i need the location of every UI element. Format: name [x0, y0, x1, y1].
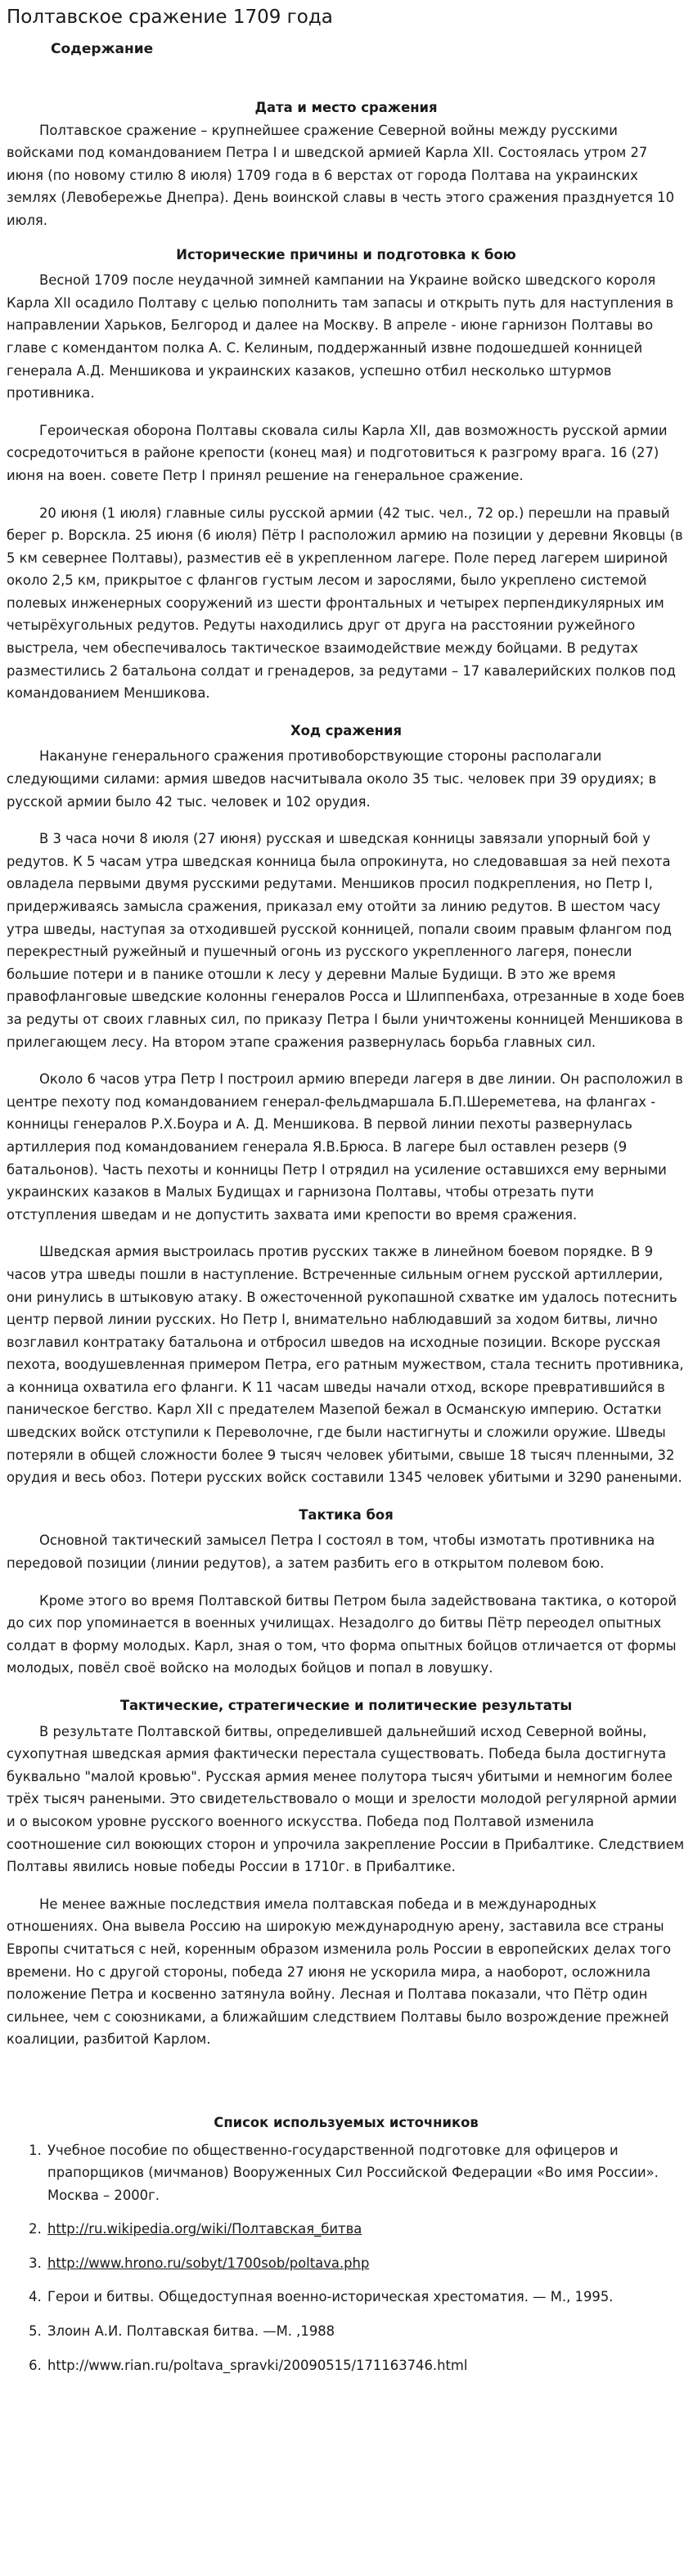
paragraph: Около 6 часов утра Петр I построил армию впереди лагеря в две линии. Он расположил в центре пехоту под командованием генерал-фельдмаршала Б.П.Шереметева, на флангах - конницы генералов Р.Х.Боура и А. Д. Меншикова. В первой линии пехоты развернулась артиллерия под командованием генерала Я.В.Брюса. В лагере был оставлен резерв (9 батальонов). Часть пехоты и конницы Петр I отрядил на усиление оставшихся ему верными украинских казаков в Малых Будищах и гарнизона Полтавы, чтобы отрезать пути отступления шведам и не допустить захвата ими крепости во время сражения.	[7, 1071, 683, 1223]
source-item	[46, 2286, 686, 2309]
spacer	[7, 2066, 686, 2112]
source-text: Учебное пособие по общественно-государственной подготовке для офицеров и прапорщиков (мичманов) Вооруженных Сил Российской Федерации «Во имя России». Москва – 2000г.	[47, 2142, 659, 2203]
sources-list	[7, 2139, 686, 2377]
section-tactics	[7, 1504, 686, 1680]
sources-section	[7, 2112, 686, 2376]
source-item	[46, 2252, 686, 2275]
paragraph: Героическая оборона Полтавы сковала силы Карла XII, дав возможность русской армии сосредоточиться в районе крепости (конец мая) и подготовиться к разгрому врага. 16 (27) июня на воен. совете Петр I принял решение на генеральное сражение.	[7, 422, 668, 483]
paragraph: В 3 часа ночи 8 июля (27 июня) русская и шведская конницы завязали упорный бой у редутов. К 5 часам утра шведская конница была опрокинута, но следовавшая за ней пехота овладела первыми двумя русскими редутами. Меншиков просил подкрепления, но Петр I, придерживаясь замысла сражения, приказал ему отойти за линию редутов. В шестом часу утра шведы, наступая за отходившей русской конницей, попали своим правым флангом под перекрестный ружейный и пушечный огонь из русского укрепленного лагеря, понесли большие потери и в панике отошли к лесу у деревни Малые Будищи. В это же время правофланговые шведские колонны генералов Росса и Шлиппенбаха, отрезанные в ходе боев за редуты от своих главных сил, по приказу Петра I были уничтожены конницей Меншикова в прилегающем лесу. На втором этапе сражения развернулась борьба главных сил.	[7, 831, 685, 1050]
paragraph: Шведская армия выстроилась против русских также в линейном боевом порядке. В 9 часов утра шведы пошли в наступление. Встреченные сильным огнем русской артиллерии, они ринулись в штыковую атаку. В ожесточенной рукопашной схватке им удалось потеснить центр первой линии русских. Но Петр I, внимательно наблюдавший за ходом битвы, лично возглавил контратаку батальона и отбросил шведов на исходные позиции. Вскоре русская пехота, воодушевленная примером Петра, его ратным мужеством, стала теснить противника, а конница охватила его фланги. К 11 часам шведы начали отход, вскоре превратившийся в паническое бегство. Карл XII с предателем Мазепой бежал в Османскую империю. Остатки шведских войск отступили к Переволочне, где были настигнуты и сложили оружие. Шведы потеряли в общей сложности более 9 тысяч человек убитыми, свыше 18 тысяч пленными, 32 орудия и весь обоз. Потери русских войск составили 1345 человек убитыми и 3290 ранеными.	[7, 1244, 684, 1486]
section-battle	[7, 720, 686, 1489]
source-text: http://www.rian.ru/poltava_spravki/20090515/171163746.html	[47, 2357, 468, 2373]
source-item	[46, 2218, 686, 2241]
table-of-contents-link[interactable]: Содержание	[51, 41, 154, 57]
section-heading: Ход сражения	[290, 722, 403, 738]
section-heading: Тактика боя	[299, 1506, 394, 1523]
source-text: Злоин А.И. Полтавская битва. —М. ,1988	[47, 2323, 335, 2340]
section-heading: Тактические, стратегические и политические результаты	[119, 1698, 573, 1713]
section-heading: Список используемых источников	[214, 2114, 479, 2130]
document-content	[7, 96, 686, 2388]
paragraph: Основной тактический замысел Петра I состоял в том, чтобы измотать противника на передовой позиции (линии редутов), а затем разбить его в открытом полевом бою.	[7, 1533, 655, 1572]
source-item	[46, 2320, 686, 2343]
source-item	[46, 2139, 686, 2207]
section-date-place	[7, 96, 686, 232]
section-causes	[7, 244, 686, 705]
paragraph: 20 июня (1 июля) главные силы русской армии (42 тыс. чел., 72 ор.) перешли на правый берег р. Ворскла. 25 июня (6 июля) Пётр I расположил армию на позиции у деревни Яковцы (в 5 км севернее Полтавы), разместив её в укрепленном лагере. Поле перед лагерем шириной около 2,5 км, прикрытое с флангов густым лесом и зарослями, было укреплено системой полевых инженерных сооружений из шести фронтальных и четырех перпендикулярных им четырёхугольных редутов. Редуты находились друг от друга на расстоянии ружейного выстрела, чем обеспечивалось тактическое взаимодействие между бойцами. В редутах разместились 2 батальона солдат и гренадеров, за редутами – 17 кавалерийских полков под командованием Меншикова.	[7, 505, 683, 702]
section-results	[7, 1694, 686, 2051]
paragraph: Кроме этого во время Полтавской битвы Петром была задействована тактика, о которой до сих пор упоминается в военных училищах. Незадолго до битвы Пётр переодел опытных солдат в форму молодых. Карл, зная о том, что форма опытных бойцов отличается от формы молодых, повёл своё войско на молодых бойцов и попал в ловушку.	[7, 1592, 677, 1676]
paragraph: Весной 1709 после неудачной зимней кампании на Украине войско шведского короля Карла XII осадило Полтаву с целью пополнить там запасы и открыть путь для наступления в направлении Харьков, Белгород и далее на Москву. В апреле - июне гарнизон Полтавы во главе с комендантом полка А. С. Келиным, поддержанный извне подошедшей конницей генерала А.Д. Меншикова и украинских казаков, успешно отбил несколько штурмов противника.	[7, 272, 674, 402]
source-text: Герои и битвы. Общедоступная военно-историческая хрестоматия. — М., 1995.	[47, 2289, 614, 2305]
source-link[interactable]: http://www.hrono.ru/sobyt/1700sob/poltava.php	[47, 2255, 370, 2271]
paragraph: Полтавское сражение – крупнейшее сражение Северной войны между русскими войсками под командованием Петра I и шведской армией Карла XII. Состоялась утром 27 июня (по новому стилю 8 июля) 1709 года в 6 верстах от города Полтава на украинских землях (Левобережье Днепра). День воинской славы в честь этого сражения празднуется 10 июля.	[7, 122, 675, 228]
source-item	[46, 2354, 686, 2377]
paragraph: Не менее важные последствия имела полтавская победа и в международных отношениях. Она вывела Россию на широкую международную арену, заставила все страны Европы считаться с ней, коренным образом изменила роль России в европейских делах того времени. Но с другой стороны, победа 27 июня не ускорила мира, а наоборот, осложнила положение Петра и косвенно затянула войну. Лесная и Полтава показали, что Пётр один сильнее, чем с союзниками, а ближайшим следствием Полтавы было возрождение прежней коалиции, разбитой Карлом.	[7, 1896, 672, 2048]
paragraph: В результате Полтавской битвы, определившей дальнейший исход Северной войны, сухопутная шведская армия фактически перестала существовать. Победа была достигнута буквально "малой кровью". Русская армия менее полутора тысяч убитыми и немногим более трёх тысяч ранеными. Это свидетельствовало о мощи и зрелости молодой регулярной армии и о высоком уровне русского военного искусства. Победа под Полтавой изменила соотношение сил воюющих сторон и упрочила закрепление России в Прибалтике. Следствием Полтавы явились новые победы России в 1710г. в Прибалтике.	[7, 1723, 685, 1875]
section-heading: Дата и место сражения	[254, 100, 438, 115]
source-link[interactable]: http://ru.wikipedia.org/wiki/Полтавская_битва	[47, 2221, 362, 2237]
section-heading: Исторические причины и подготовка к бою	[176, 246, 516, 263]
page-title: Полтавское сражение 1709 года	[7, 7, 333, 28]
paragraph: Накануне генерального сражения противоборствующие стороны располагали следующими силами: армия шведов насчитывала около 35 тыс. человек при 39 орудиях; в русской армии было 42 тыс. человек и 102 орудия.	[7, 748, 657, 810]
